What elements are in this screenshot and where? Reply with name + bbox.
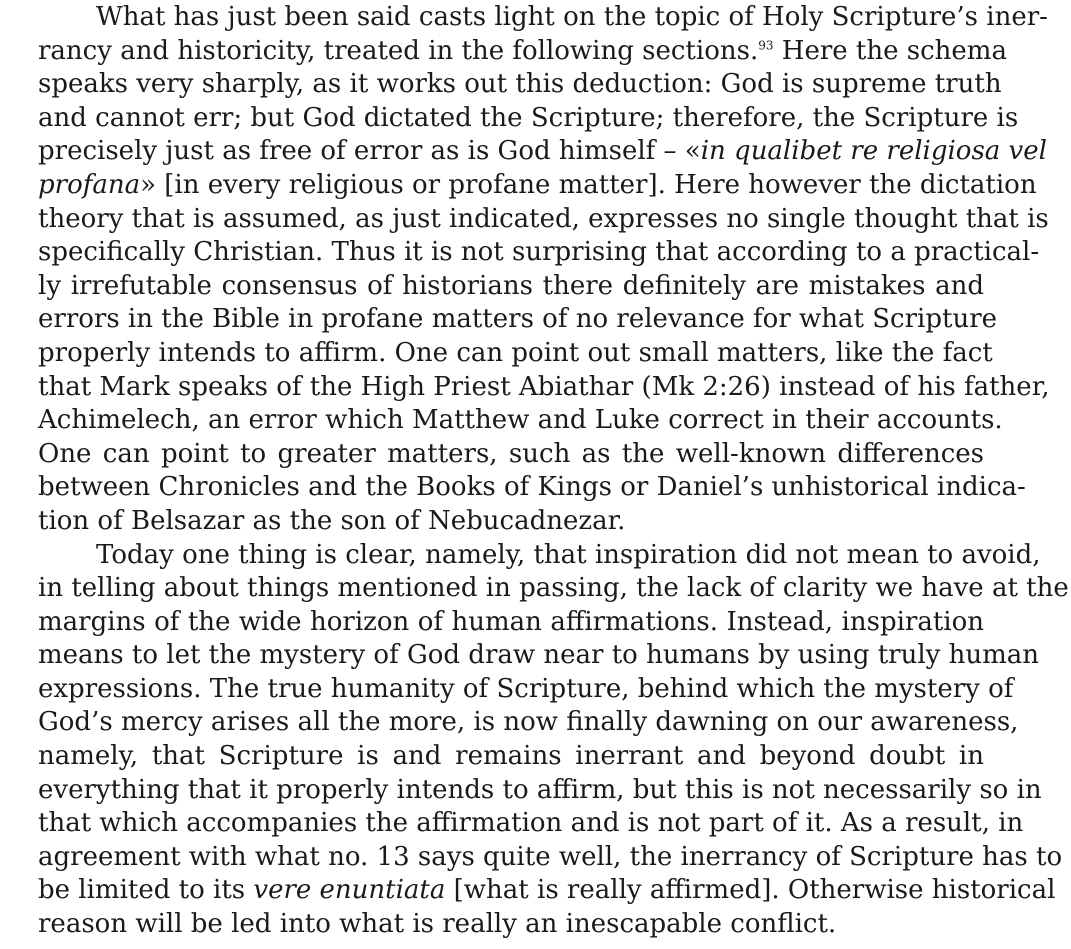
text-line: expressions. The true humanity of Scripture, behind which the mystery of bbox=[38, 673, 1014, 704]
text-segment: rancy and historicity, treated in the following sections. bbox=[38, 35, 759, 66]
text-line: that Mark speaks of the High Priest Abiathar (Mk 2:26) instead of his father, bbox=[38, 371, 1050, 402]
paragraph-1 bbox=[38, 1, 1050, 539]
text-line: ly irrefutable consensus of historians there definitely are mistakes and bbox=[38, 270, 984, 301]
text-line: God’s mercy arises all the more, is now finally dawning on our awareness, bbox=[38, 707, 1019, 738]
document-page bbox=[38, 0, 1069, 949]
text-segment: » [in every religious or profane matter]. Here however the dictation bbox=[140, 169, 1037, 200]
text-line: specifically Christian. Thus it is not surprising that according to a practical- bbox=[38, 237, 1040, 268]
latin-phrase: profana bbox=[38, 169, 141, 200]
text-segment: Here the schema bbox=[773, 35, 1007, 66]
text-segment: be limited to its bbox=[38, 875, 254, 906]
text-line: properly intends to affirm. One can point out small matters, like the fact bbox=[38, 337, 993, 368]
text-line: What has just been said casts light on the topic of Holy Scripture’s iner- bbox=[96, 2, 1048, 32]
text-line: reason will be led into what is really an inescapable conflict. bbox=[38, 909, 837, 940]
footnote-reference: 93 bbox=[758, 37, 774, 52]
text-line: Today one thing is clear, namely, that inspiration did not mean to avoid, bbox=[96, 539, 1041, 570]
paragraph-2 bbox=[38, 539, 1069, 942]
text-line: everything that it properly intends to affirm, but this is not necessarily so in bbox=[38, 774, 1042, 805]
latin-phrase: in qualibet re religiosa vel bbox=[700, 136, 1047, 167]
text-line bbox=[38, 135, 1047, 169]
text-line: that which accompanies the affirmation and is not part of it. As a result, in bbox=[38, 808, 1024, 839]
text-line: speaks very sharply, as it works out this deduction: God is supreme truth bbox=[38, 69, 1002, 100]
text-line: errors in the Bible in profane matters of no relevance for what Scripture bbox=[38, 304, 998, 335]
text-line: Achimelech, an error which Matthew and Luke correct in their accounts. bbox=[38, 405, 1003, 436]
latin-phrase: vere enuntiata bbox=[253, 875, 446, 906]
text-line: namely, that Scripture is and remains inerrant and beyond doubt in bbox=[38, 741, 984, 772]
text-line: One can point to greater matters, such as the well-known differences bbox=[38, 438, 984, 469]
text-segment: precisely just as free of error as is God himself – « bbox=[38, 136, 701, 167]
text-line: agreement with what no. 13 says quite well, the inerrancy of Scripture has to bbox=[38, 841, 1063, 872]
text-segment: [what is really affirmed]. Otherwise historical bbox=[445, 875, 1056, 906]
text-line: in telling about things mentioned in passing, the lack of clarity we have at the bbox=[38, 573, 1069, 604]
text-line: means to let the mystery of God draw near to humans by using truly human bbox=[38, 640, 1040, 671]
text-line bbox=[38, 169, 1037, 203]
text-line bbox=[38, 874, 1056, 908]
text-line: margins of the wide horizon of human affirmations. Instead, inspiration bbox=[38, 606, 984, 637]
text-line bbox=[38, 35, 1007, 69]
text-line: between Chronicles and the Books of Kings or Daniel’s unhistorical indica- bbox=[38, 472, 1026, 503]
text-line: theory that is assumed, as just indicated, expresses no single thought that is bbox=[38, 203, 1049, 234]
text-line: tion of Belsazar as the son of Nebucadnezar. bbox=[38, 505, 626, 536]
text-line: and cannot err; but God dictated the Scripture; therefore, the Scripture is bbox=[38, 102, 1019, 133]
